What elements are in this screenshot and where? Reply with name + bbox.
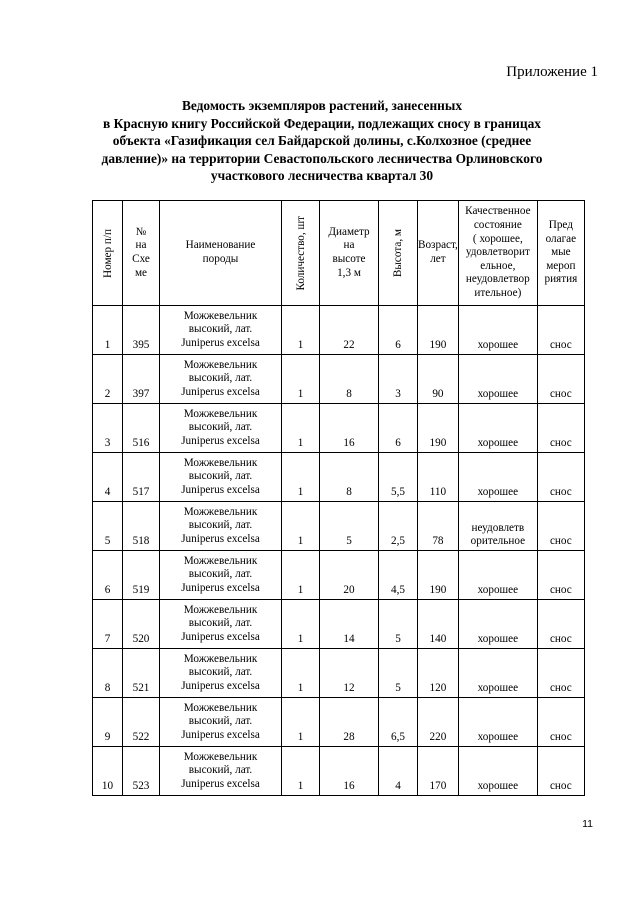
- header-line: Схе: [132, 253, 150, 265]
- cell-line: Можжевельник: [183, 750, 258, 763]
- cell-height: 5,5: [379, 453, 418, 502]
- cell-scheme: 518: [123, 502, 160, 551]
- cell-num: 10: [93, 747, 123, 796]
- cell-line: высокий, лат.: [188, 715, 253, 728]
- cell-diameter: 16: [320, 404, 379, 453]
- header-condition: [458, 201, 537, 306]
- cell-line: высокий, лат.: [188, 421, 253, 434]
- cell-name: [160, 747, 282, 796]
- cell-condition: [458, 551, 537, 600]
- header-line: ельное,: [480, 259, 516, 272]
- cell-scheme: 522: [123, 698, 160, 747]
- cell-line: Можжевельник: [183, 505, 258, 518]
- header-height: Высота, м: [379, 201, 418, 306]
- header-line: риятия: [544, 273, 578, 286]
- cell-num: 9: [93, 698, 123, 747]
- header-line: 1,3 м: [337, 266, 361, 279]
- cell-measures: снос: [537, 502, 584, 551]
- cell-line: орительное: [470, 535, 526, 548]
- cell-age: 110: [418, 453, 459, 502]
- cell-line: высокий, лат.: [188, 568, 253, 581]
- table-row: [93, 453, 585, 502]
- cell-num: 7: [93, 600, 123, 649]
- cell-age: 78: [418, 502, 459, 551]
- cell-name: [160, 551, 282, 600]
- cell-line: хорошее: [477, 339, 519, 352]
- header-line: состояние: [473, 219, 522, 232]
- header-scheme: [123, 201, 160, 306]
- cell-age: 170: [418, 747, 459, 796]
- table-row: [93, 600, 585, 649]
- cell-num: 2: [93, 355, 123, 404]
- cell-qty: 1: [282, 747, 320, 796]
- cell-line: Juniperus excelsa: [181, 777, 260, 790]
- cell-scheme: 521: [123, 649, 160, 698]
- cell-age: 220: [418, 698, 459, 747]
- title-line: Ведомость экземпляров растений, занесенных: [181, 98, 463, 113]
- header-line: Наименование: [185, 239, 256, 252]
- cell-line: хорошее: [477, 731, 519, 744]
- cell-line: высокий, лат.: [188, 519, 253, 532]
- cell-height: 6: [379, 404, 418, 453]
- cell-diameter: 28: [320, 698, 379, 747]
- cell-qty: 1: [282, 502, 320, 551]
- cell-qty: 1: [282, 551, 320, 600]
- cell-scheme: 395: [123, 306, 160, 355]
- cell-condition: [458, 453, 537, 502]
- cell-line: Juniperus excelsa: [181, 336, 260, 349]
- cell-num: 6: [93, 551, 123, 600]
- cell-diameter: 12: [320, 649, 379, 698]
- cell-condition: [458, 600, 537, 649]
- cell-line: Можжевельник: [183, 603, 258, 616]
- plants-table: [92, 200, 585, 796]
- table-row: [93, 698, 585, 747]
- header-line: неудовлетвор: [465, 273, 530, 286]
- cell-measures: снос: [537, 306, 584, 355]
- cell-condition: [458, 355, 537, 404]
- cell-name: [160, 306, 282, 355]
- cell-num: 8: [93, 649, 123, 698]
- cell-name: [160, 355, 282, 404]
- cell-num: 1: [93, 306, 123, 355]
- cell-age: 190: [418, 306, 459, 355]
- cell-condition: [458, 747, 537, 796]
- cell-height: 4: [379, 747, 418, 796]
- header-line: на: [135, 239, 147, 252]
- table-row: [93, 404, 585, 453]
- cell-height: 6,5: [379, 698, 418, 747]
- header-measures: [537, 201, 584, 306]
- cell-height: 5: [379, 649, 418, 698]
- cell-qty: 1: [282, 698, 320, 747]
- cell-line: Juniperus excelsa: [181, 679, 260, 692]
- cell-qty: 1: [282, 600, 320, 649]
- cell-line: неудовлетв: [471, 521, 525, 534]
- document-title: [82, 97, 562, 185]
- table-row: [93, 355, 585, 404]
- cell-line: хорошее: [477, 584, 519, 597]
- cell-diameter: 22: [320, 306, 379, 355]
- header-name: [160, 201, 282, 306]
- cell-line: высокий, лат.: [188, 470, 253, 483]
- cell-name: [160, 404, 282, 453]
- cell-measures: снос: [537, 355, 584, 404]
- cell-scheme: 519: [123, 551, 160, 600]
- table-row: [93, 502, 585, 551]
- header-line: Пред: [548, 219, 573, 232]
- cell-line: Можжевельник: [183, 456, 258, 469]
- cell-age: 190: [418, 404, 459, 453]
- header-line: мые: [551, 246, 571, 259]
- table-body: [93, 306, 585, 796]
- cell-measures: снос: [537, 649, 584, 698]
- cell-age: 90: [418, 355, 459, 404]
- cell-line: Juniperus excelsa: [181, 483, 260, 496]
- cell-qty: 1: [282, 355, 320, 404]
- header-num: Номер п/п: [93, 201, 123, 306]
- cell-condition: [458, 404, 537, 453]
- cell-name: [160, 600, 282, 649]
- table-row: [93, 649, 585, 698]
- cell-line: Juniperus excelsa: [181, 532, 260, 545]
- cell-diameter: 8: [320, 355, 379, 404]
- cell-line: Juniperus excelsa: [181, 728, 260, 741]
- cell-scheme: 520: [123, 600, 160, 649]
- cell-line: высокий, лат.: [188, 617, 253, 630]
- cell-qty: 1: [282, 453, 320, 502]
- cell-line: хорошее: [477, 780, 519, 793]
- cell-line: хорошее: [477, 437, 519, 450]
- title-line: объекта «Газификация сел Байдарской долины, с.Колхозное (среднее: [112, 133, 532, 148]
- table-row: [93, 306, 585, 355]
- cell-line: Juniperus excelsa: [181, 434, 260, 447]
- cell-name: [160, 502, 282, 551]
- cell-age: 190: [418, 551, 459, 600]
- title-line: в Красную книгу Российской Федерации, подлежащих сносу в границах: [103, 115, 541, 131]
- header-line: ительное): [474, 286, 522, 299]
- header-line: породы: [202, 253, 239, 265]
- title-line: участкового лесничества квартал 30: [210, 168, 434, 183]
- header-line: на: [343, 239, 355, 252]
- cell-measures: снос: [537, 747, 584, 796]
- cell-qty: 1: [282, 404, 320, 453]
- cell-line: Juniperus excelsa: [181, 581, 260, 594]
- cell-num: 5: [93, 502, 123, 551]
- cell-condition: [458, 649, 537, 698]
- cell-num: 3: [93, 404, 123, 453]
- cell-qty: 1: [282, 306, 320, 355]
- cell-line: Можжевельник: [183, 309, 258, 322]
- header-qty: Количество, шт: [282, 201, 320, 306]
- cell-line: высокий, лат.: [188, 666, 253, 679]
- header-line: ( хорошее,: [472, 232, 523, 245]
- cell-num: 4: [93, 453, 123, 502]
- cell-qty: 1: [282, 649, 320, 698]
- cell-condition: [458, 698, 537, 747]
- cell-line: хорошее: [477, 682, 519, 695]
- cell-line: высокий, лат.: [188, 764, 253, 777]
- cell-height: 5: [379, 600, 418, 649]
- appendix-label: Приложение 1: [506, 64, 598, 80]
- cell-diameter: 16: [320, 747, 379, 796]
- cell-line: Можжевельник: [183, 407, 258, 420]
- cell-line: Juniperus excelsa: [181, 630, 260, 643]
- cell-measures: снос: [537, 698, 584, 747]
- header-line: №: [135, 225, 147, 238]
- cell-scheme: 397: [123, 355, 160, 404]
- table-header-row: [93, 201, 585, 306]
- cell-height: 3: [379, 355, 418, 404]
- header-line: мероп: [546, 259, 576, 272]
- cell-condition: [458, 502, 537, 551]
- cell-line: Можжевельник: [183, 701, 258, 714]
- cell-name: [160, 698, 282, 747]
- cell-line: хорошее: [477, 388, 519, 401]
- cell-diameter: 5: [320, 502, 379, 551]
- cell-diameter: 14: [320, 600, 379, 649]
- header-line: лет: [430, 253, 446, 265]
- header-diameter: [320, 201, 379, 306]
- cell-name: [160, 649, 282, 698]
- cell-height: 4,5: [379, 551, 418, 600]
- cell-line: высокий, лат.: [188, 323, 253, 336]
- cell-line: Можжевельник: [183, 358, 258, 371]
- cell-scheme: 523: [123, 747, 160, 796]
- cell-line: высокий, лат.: [188, 372, 253, 385]
- cell-line: хорошее: [477, 486, 519, 499]
- cell-measures: снос: [537, 404, 584, 453]
- cell-scheme: 516: [123, 404, 160, 453]
- table-row: [93, 551, 585, 600]
- header-line: Качественное: [465, 205, 531, 218]
- cell-measures: снос: [537, 600, 584, 649]
- cell-measures: снос: [537, 551, 584, 600]
- header-line: удовлетворит: [465, 246, 530, 259]
- header-line: Возраст,: [418, 239, 458, 252]
- header-line: олагае: [545, 232, 577, 245]
- table-row: [93, 747, 585, 796]
- cell-diameter: 8: [320, 453, 379, 502]
- cell-name: [160, 453, 282, 502]
- cell-line: Можжевельник: [183, 554, 258, 567]
- cell-line: Можжевельник: [183, 652, 258, 665]
- header-line: высоте: [332, 253, 366, 265]
- cell-scheme: 517: [123, 453, 160, 502]
- cell-diameter: 20: [320, 551, 379, 600]
- cell-age: 120: [418, 649, 459, 698]
- cell-condition: [458, 306, 537, 355]
- title-line: давление)» на территории Севастопольского лесничества Орлиновского: [101, 150, 543, 166]
- page-number: 11: [582, 818, 593, 830]
- cell-line: хорошее: [477, 633, 519, 646]
- cell-height: 2,5: [379, 502, 418, 551]
- header-line: Диаметр: [328, 225, 370, 238]
- header-age: [418, 201, 459, 306]
- cell-measures: снос: [537, 453, 584, 502]
- cell-age: 140: [418, 600, 459, 649]
- cell-line: Juniperus excelsa: [181, 385, 260, 398]
- header-line: ме: [134, 266, 148, 279]
- cell-height: 6: [379, 306, 418, 355]
